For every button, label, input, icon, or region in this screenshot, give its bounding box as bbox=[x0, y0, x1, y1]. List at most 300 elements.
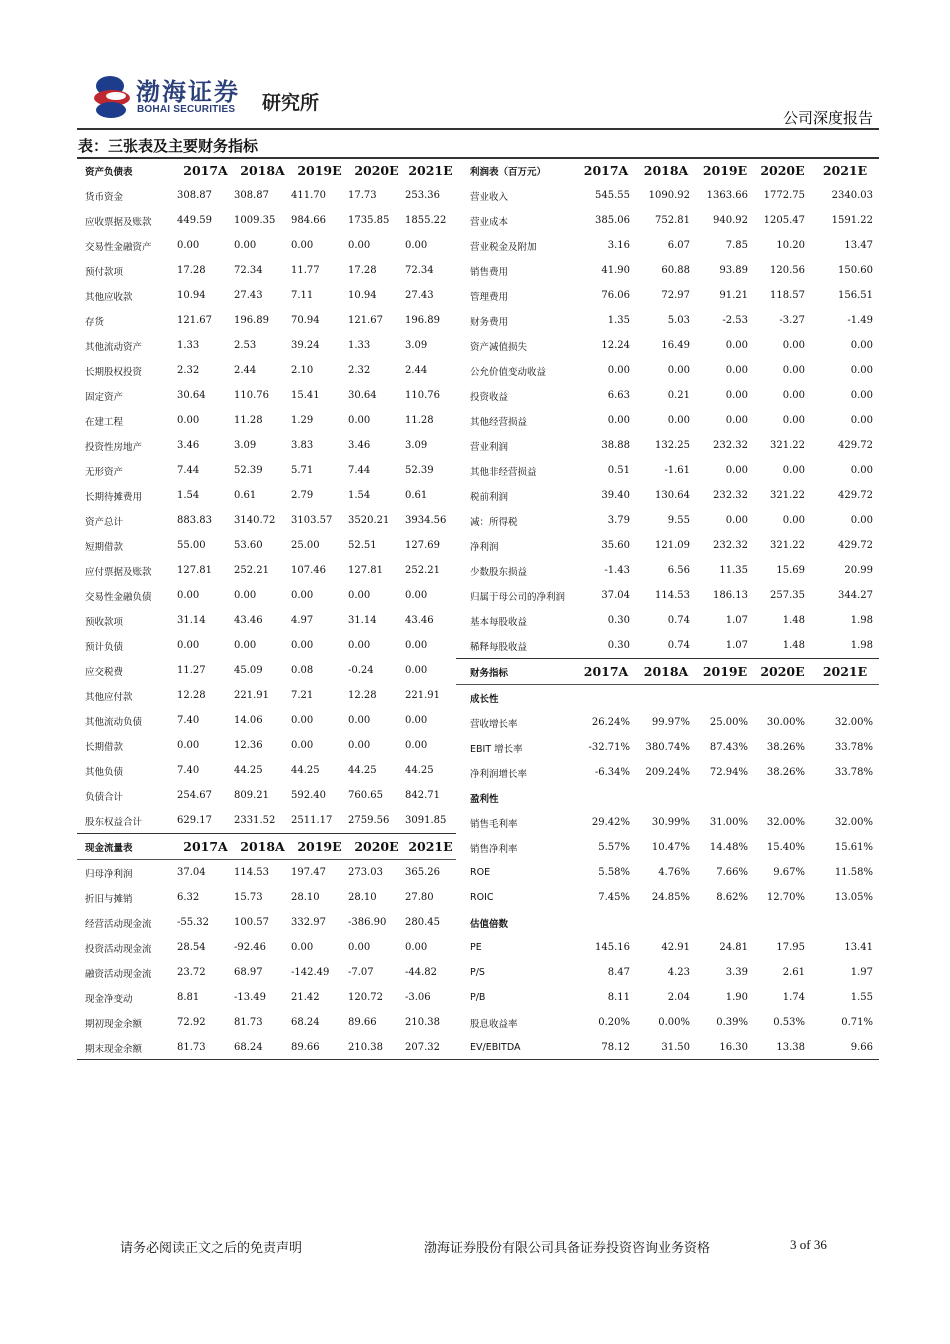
cell-value: 1.90 bbox=[725, 992, 748, 1003]
table-row bbox=[77, 208, 456, 233]
logo-english-name: BOHAI SECURITIES bbox=[137, 104, 236, 115]
table-row bbox=[456, 533, 879, 558]
row-label: 财务费用 bbox=[470, 316, 509, 328]
cell-value: 0.00 bbox=[348, 715, 371, 726]
row-label: 期初现金余额 bbox=[85, 1018, 143, 1030]
cell-value: 3.09 bbox=[405, 440, 428, 451]
cell-value: 0.00 bbox=[348, 590, 371, 601]
row-label: 营业税金及附加 bbox=[470, 241, 537, 253]
table-row bbox=[456, 308, 879, 333]
cell-value: 17.28 bbox=[177, 265, 206, 276]
table-row bbox=[456, 935, 879, 960]
cell-value: 0.00 bbox=[234, 640, 257, 651]
table-row bbox=[456, 483, 879, 508]
table-title: 表：三张表及主要财务指标 bbox=[78, 137, 259, 155]
cell-value: 0.00 bbox=[850, 515, 873, 526]
table-row bbox=[456, 1010, 879, 1035]
cell-value: 114.53 bbox=[655, 590, 690, 601]
cell-value: 81.73 bbox=[234, 1017, 263, 1028]
row-label: 固定资产 bbox=[85, 391, 124, 403]
section-title: 现金流量表 bbox=[77, 834, 177, 860]
table-row bbox=[456, 810, 879, 835]
table-row bbox=[77, 758, 456, 783]
cell-value: 23.72 bbox=[177, 967, 206, 978]
cell-value: 344.27 bbox=[838, 590, 873, 601]
year-header: 2017A bbox=[583, 163, 629, 178]
cell-value: 0.00 bbox=[850, 340, 873, 351]
row-label: 长期借款 bbox=[85, 741, 124, 753]
cell-value: 2.53 bbox=[234, 340, 257, 351]
table-row bbox=[456, 960, 879, 985]
cell-value: 72.34 bbox=[405, 265, 434, 276]
cell-value: 10.94 bbox=[177, 290, 206, 301]
cell-value: 0.00 bbox=[348, 640, 371, 651]
cell-value: 31.14 bbox=[177, 615, 206, 626]
cell-value: 29.42% bbox=[591, 817, 630, 828]
cell-value: 127.81 bbox=[177, 565, 212, 576]
cell-value: 0.00 bbox=[850, 465, 873, 476]
row-label: 其他流动资产 bbox=[85, 341, 143, 353]
cell-value: 207.32 bbox=[405, 1042, 440, 1053]
cell-value: 15.41 bbox=[291, 390, 320, 401]
cell-value: 0.39% bbox=[716, 1017, 748, 1028]
row-label: 应付票据及账款 bbox=[85, 566, 152, 578]
table-row bbox=[456, 358, 879, 383]
year-header: 2019E bbox=[702, 163, 748, 178]
cell-value: 7.45% bbox=[598, 892, 630, 903]
cell-value: 27.43 bbox=[234, 290, 263, 301]
cell-value: 0.00 bbox=[234, 590, 257, 601]
cell-value: 0.00 bbox=[348, 740, 371, 751]
cell-value: 0.61 bbox=[234, 490, 257, 501]
cell-value: 8.47 bbox=[607, 967, 630, 978]
cell-value: 592.40 bbox=[291, 790, 326, 801]
cell-value: 17.73 bbox=[348, 190, 377, 201]
cell-value: -13.49 bbox=[234, 992, 267, 1003]
cell-value: 4.23 bbox=[667, 967, 690, 978]
row-label: 归属于母公司的净利润 bbox=[470, 591, 566, 603]
cell-value: 0.30 bbox=[607, 615, 630, 626]
cell-value: 38.88 bbox=[601, 440, 630, 451]
cell-value: 0.00 bbox=[607, 415, 630, 426]
year-header: 2018A bbox=[234, 834, 291, 860]
table-row bbox=[77, 308, 456, 333]
header-divider bbox=[77, 128, 879, 130]
row-label: P/S bbox=[470, 967, 485, 978]
cell-value: 7.40 bbox=[177, 765, 200, 776]
cell-value: 89.66 bbox=[348, 1017, 377, 1028]
cell-value bbox=[636, 910, 696, 935]
cell-value: 25.00% bbox=[709, 717, 748, 728]
table-row bbox=[77, 633, 456, 658]
table-row bbox=[77, 608, 456, 633]
cell-value: 33.78% bbox=[834, 767, 873, 778]
right-financial-table bbox=[456, 158, 879, 1060]
cell-value: 1.97 bbox=[850, 967, 873, 978]
row-label: ROIC bbox=[470, 892, 494, 903]
row-label: 折旧与摊销 bbox=[85, 893, 133, 905]
row-label: 负债合计 bbox=[85, 791, 124, 803]
cell-value: 0.00 bbox=[177, 740, 200, 751]
row-label: 货币资金 bbox=[85, 191, 124, 203]
cell-value: -32.71% bbox=[588, 742, 630, 753]
cell-value: 121.09 bbox=[655, 540, 690, 551]
footer-disclaimer: 请务必阅读正文之后的免责声明 bbox=[120, 1241, 303, 1256]
cell-value bbox=[754, 785, 811, 810]
cell-value: 121.67 bbox=[348, 315, 383, 326]
row-label: 在建工程 bbox=[85, 416, 124, 428]
year-header: 2018A bbox=[240, 163, 285, 178]
row-label: 其他经营损益 bbox=[470, 416, 528, 428]
cell-value: 5.71 bbox=[291, 465, 314, 476]
cell-value: 15.69 bbox=[776, 565, 805, 576]
cell-value: 110.76 bbox=[405, 390, 440, 401]
institute-label: 研究所 bbox=[262, 92, 320, 114]
row-label: 资产总计 bbox=[85, 516, 124, 528]
cell-value: 0.30 bbox=[607, 640, 630, 651]
year-header: 2020E bbox=[760, 163, 805, 178]
cell-value: 429.72 bbox=[838, 440, 873, 451]
cell-value: 93.89 bbox=[719, 265, 748, 276]
year-header: 2019E bbox=[297, 163, 342, 178]
cell-value: -44.82 bbox=[405, 967, 438, 978]
cell-value: 53.60 bbox=[234, 540, 263, 551]
cell-value: 1.48 bbox=[782, 615, 805, 626]
cell-value: 1.35 bbox=[607, 315, 630, 326]
table-row bbox=[456, 860, 879, 885]
cell-value bbox=[636, 785, 696, 810]
cell-value: 1772.75 bbox=[763, 190, 805, 201]
cell-value: 0.00 bbox=[667, 415, 690, 426]
cell-value: -1.61 bbox=[664, 465, 690, 476]
table-row bbox=[456, 1035, 879, 1060]
cell-value: 385.06 bbox=[595, 215, 630, 226]
cell-value: 41.90 bbox=[601, 265, 630, 276]
cell-value: 17.95 bbox=[776, 942, 805, 953]
year-header: 2019E bbox=[696, 659, 754, 685]
cell-value: -55.32 bbox=[177, 917, 210, 928]
row-label: 其他应收款 bbox=[85, 291, 133, 303]
cell-value: 6.63 bbox=[607, 390, 630, 401]
row-label: 税前利润 bbox=[470, 491, 509, 503]
cell-value: 0.00 bbox=[405, 640, 428, 651]
table-row bbox=[456, 458, 879, 483]
row-label: 营业利润 bbox=[470, 441, 509, 453]
cell-value: 7.66% bbox=[716, 867, 748, 878]
section-title: 利润表（百万元） bbox=[470, 166, 547, 178]
table-row bbox=[77, 458, 456, 483]
cell-value: 752.81 bbox=[655, 215, 690, 226]
cell-value: 44.25 bbox=[234, 765, 263, 776]
cell-value: 16.49 bbox=[661, 340, 690, 351]
row-label: 短期借款 bbox=[85, 541, 124, 553]
table-row bbox=[77, 960, 456, 985]
cell-value: 3091.85 bbox=[405, 815, 447, 826]
cell-value: 545.55 bbox=[595, 190, 630, 201]
section-row bbox=[456, 685, 879, 711]
cell-value: 27.43 bbox=[405, 290, 434, 301]
table-row bbox=[456, 558, 879, 583]
table-bottom-divider bbox=[77, 1059, 879, 1060]
cell-value: 72.92 bbox=[177, 1017, 206, 1028]
cell-value: 68.24 bbox=[291, 1017, 320, 1028]
table-row bbox=[77, 1035, 456, 1060]
cell-value: 197.47 bbox=[291, 867, 326, 878]
table-row bbox=[77, 508, 456, 533]
cell-value: 321.22 bbox=[770, 440, 805, 451]
cell-value: 32.00% bbox=[834, 817, 873, 828]
cell-value: 28.10 bbox=[348, 892, 377, 903]
cell-value: -1.43 bbox=[604, 565, 630, 576]
cell-value: 3.83 bbox=[291, 440, 314, 451]
year-header: 2021E bbox=[822, 163, 868, 178]
row-label: P/B bbox=[470, 992, 486, 1003]
cell-value: 0.20% bbox=[598, 1017, 630, 1028]
row-label: EV/EBITDA bbox=[470, 1042, 521, 1053]
section-row bbox=[456, 785, 879, 810]
cell-value: 0.00 bbox=[725, 365, 748, 376]
cell-value: 0.00 bbox=[405, 740, 428, 751]
cell-value: 52.39 bbox=[234, 465, 263, 476]
cell-value bbox=[811, 910, 879, 935]
cell-value: 2340.03 bbox=[831, 190, 873, 201]
cell-value: 31.14 bbox=[348, 615, 377, 626]
cell-value: 7.85 bbox=[725, 240, 748, 251]
cell-value: 0.00 bbox=[405, 715, 428, 726]
cell-value: -7.07 bbox=[348, 967, 374, 978]
cell-value: 11.77 bbox=[291, 265, 320, 276]
table-row bbox=[456, 283, 879, 308]
row-label: 销售净利率 bbox=[470, 843, 518, 855]
table-row bbox=[77, 558, 456, 583]
table-row bbox=[456, 408, 879, 433]
cell-value: -3.06 bbox=[405, 992, 431, 1003]
table-row bbox=[77, 258, 456, 283]
table-row bbox=[456, 433, 879, 458]
row-label: EBIT 增长率 bbox=[470, 743, 523, 755]
cell-value: 0.74 bbox=[667, 615, 690, 626]
row-label: 营收增长率 bbox=[470, 718, 518, 730]
year-header: 2020E bbox=[754, 659, 811, 685]
cell-value: 1090.92 bbox=[648, 190, 690, 201]
cell-value: 254.67 bbox=[177, 790, 212, 801]
row-label: 存货 bbox=[85, 316, 105, 328]
cell-value: 44.25 bbox=[348, 765, 377, 776]
table-header-row bbox=[77, 158, 456, 183]
row-label: 股东权益合计 bbox=[85, 816, 143, 828]
row-label: 营业成本 bbox=[470, 216, 509, 228]
cell-value: 0.00 bbox=[782, 365, 805, 376]
cell-value: 9.66 bbox=[850, 1042, 873, 1053]
cell-value: 37.04 bbox=[601, 590, 630, 601]
row-label: 净利润增长率 bbox=[470, 768, 528, 780]
cell-value: 2.61 bbox=[782, 967, 805, 978]
report-type: 公司深度报告 bbox=[782, 109, 873, 127]
table-row bbox=[456, 258, 879, 283]
cell-value: -6.34% bbox=[594, 767, 630, 778]
cell-value: 186.13 bbox=[713, 590, 748, 601]
cell-value: 31.00% bbox=[709, 817, 748, 828]
cell-value: 1.54 bbox=[348, 490, 371, 501]
table-row bbox=[77, 910, 456, 935]
cell-value: 52.51 bbox=[348, 540, 377, 551]
table-row bbox=[77, 658, 456, 683]
cell-value: 1591.22 bbox=[831, 215, 873, 226]
cell-value: 232.32 bbox=[713, 540, 748, 551]
cell-value: 2.44 bbox=[405, 365, 428, 376]
cell-value: 27.80 bbox=[405, 892, 434, 903]
cell-value: 13.47 bbox=[844, 240, 873, 251]
cell-value: 13.05% bbox=[834, 892, 873, 903]
cell-value: 78.12 bbox=[601, 1042, 630, 1053]
year-header: 2021E bbox=[811, 659, 879, 685]
row-label: 其他流动负债 bbox=[85, 716, 143, 728]
row-label: 期末现金余额 bbox=[85, 1043, 143, 1055]
cell-value: 70.94 bbox=[291, 315, 320, 326]
cell-value: 91.21 bbox=[719, 290, 748, 301]
cell-value: 7.11 bbox=[291, 290, 314, 301]
cell-value: 12.28 bbox=[177, 690, 206, 701]
row-label: 基本每股收益 bbox=[470, 616, 528, 628]
cell-value: 127.81 bbox=[348, 565, 383, 576]
table-row bbox=[77, 683, 456, 708]
cell-value: 100.57 bbox=[234, 917, 269, 928]
cell-value: 0.00 bbox=[850, 365, 873, 376]
cell-value: 11.58% bbox=[834, 867, 873, 878]
cell-value: 15.40% bbox=[766, 842, 805, 853]
cell-value: 0.00 bbox=[725, 390, 748, 401]
cell-value: 12.70% bbox=[766, 892, 805, 903]
row-label: 公允价值变动收益 bbox=[470, 366, 547, 378]
table-row bbox=[77, 283, 456, 308]
cell-value: 89.66 bbox=[291, 1042, 320, 1053]
cell-value: 17.28 bbox=[348, 265, 377, 276]
table-row bbox=[77, 533, 456, 558]
table-row bbox=[456, 633, 879, 659]
cell-value: 429.72 bbox=[838, 540, 873, 551]
cell-value: 2759.56 bbox=[348, 815, 390, 826]
cell-value: 5.58% bbox=[598, 867, 630, 878]
cell-value: 429.72 bbox=[838, 490, 873, 501]
year-header: 2017A bbox=[576, 659, 636, 685]
cell-value: 3.09 bbox=[234, 440, 257, 451]
cell-value: 0.00 bbox=[725, 340, 748, 351]
row-label: 净利润 bbox=[470, 541, 499, 553]
cell-value: 449.59 bbox=[177, 215, 212, 226]
cell-value: 1009.35 bbox=[234, 215, 276, 226]
cell-value bbox=[754, 685, 811, 711]
cell-value: 1735.85 bbox=[348, 215, 390, 226]
cell-value: 1.98 bbox=[850, 640, 873, 651]
cell-value: 332.97 bbox=[291, 917, 326, 928]
cell-value: 0.00 bbox=[291, 240, 314, 251]
cell-value: 3140.72 bbox=[234, 515, 276, 526]
row-label: 稀释每股收益 bbox=[470, 641, 528, 653]
cell-value: 28.10 bbox=[291, 892, 320, 903]
table-row bbox=[456, 233, 879, 258]
cell-value: 0.00 bbox=[725, 515, 748, 526]
cell-value: 72.97 bbox=[661, 290, 690, 301]
cell-value bbox=[696, 785, 754, 810]
cell-value: 25.00 bbox=[291, 540, 320, 551]
year-header: 2018A bbox=[636, 659, 696, 685]
cell-value: 24.85% bbox=[651, 892, 690, 903]
year-header: 2018A bbox=[643, 163, 689, 178]
cell-value: 150.60 bbox=[838, 265, 873, 276]
table-row bbox=[77, 408, 456, 433]
cell-value: 0.74 bbox=[667, 640, 690, 651]
cell-value: 0.00 bbox=[782, 465, 805, 476]
cell-value: 984.66 bbox=[291, 215, 326, 226]
cell-value: 121.67 bbox=[177, 315, 212, 326]
cell-value: 15.61% bbox=[834, 842, 873, 853]
cell-value: 0.00 bbox=[177, 590, 200, 601]
cell-value: 5.03 bbox=[667, 315, 690, 326]
table-row bbox=[456, 760, 879, 785]
row-label: 经营活动现金流 bbox=[85, 918, 152, 930]
cell-value: 0.00 bbox=[291, 740, 314, 751]
row-label: 其他应付款 bbox=[85, 691, 133, 703]
cell-value: 6.32 bbox=[177, 892, 200, 903]
cell-value: 30.99% bbox=[651, 817, 690, 828]
row-label: 长期待摊费用 bbox=[85, 491, 143, 503]
row-label: 其他负债 bbox=[85, 766, 124, 778]
table-row bbox=[77, 985, 456, 1010]
cell-value: 3520.21 bbox=[348, 515, 390, 526]
cell-value: 3.79 bbox=[607, 515, 630, 526]
table-row bbox=[77, 860, 456, 886]
cell-value: 2.32 bbox=[177, 365, 200, 376]
cell-value: 114.53 bbox=[234, 867, 269, 878]
cell-value: 221.91 bbox=[234, 690, 269, 701]
cell-value: 0.00 bbox=[850, 390, 873, 401]
cell-value bbox=[576, 785, 636, 810]
row-label: 股息收益率 bbox=[470, 1018, 518, 1030]
cell-value: 0.00 bbox=[782, 340, 805, 351]
year-header: 2020E bbox=[348, 834, 405, 860]
cell-value: 2.32 bbox=[348, 365, 371, 376]
cell-value: 4.97 bbox=[291, 615, 314, 626]
table-row bbox=[77, 233, 456, 258]
cell-value: 0.00 bbox=[348, 942, 371, 953]
cell-value: 0.00 bbox=[782, 390, 805, 401]
cell-value: 2.44 bbox=[234, 365, 257, 376]
table-header-row bbox=[456, 659, 879, 685]
table-row bbox=[456, 735, 879, 760]
cell-value: 209.24% bbox=[645, 767, 690, 778]
logo-chinese-name: 渤海证券 bbox=[136, 78, 240, 106]
row-label: PE bbox=[470, 942, 482, 953]
cell-value: 380.74% bbox=[645, 742, 690, 753]
row-label: 成长性 bbox=[470, 693, 499, 705]
cell-value: 7.44 bbox=[177, 465, 200, 476]
cell-value: 7.21 bbox=[291, 690, 314, 701]
cell-value: 1.48 bbox=[782, 640, 805, 651]
table-row bbox=[77, 383, 456, 408]
row-label: 应交税费 bbox=[85, 666, 124, 678]
cell-value: 280.45 bbox=[405, 917, 440, 928]
cell-value: 87.43% bbox=[709, 742, 748, 753]
cell-value: 2.10 bbox=[291, 365, 314, 376]
cell-value: 0.71% bbox=[841, 1017, 873, 1028]
table-row bbox=[77, 885, 456, 910]
cell-value: 273.03 bbox=[348, 867, 383, 878]
cell-value: 11.28 bbox=[234, 415, 263, 426]
table-row bbox=[77, 358, 456, 383]
cell-value: 1.07 bbox=[725, 640, 748, 651]
cell-value: 9.67% bbox=[773, 867, 805, 878]
cell-value: 14.06 bbox=[234, 715, 263, 726]
